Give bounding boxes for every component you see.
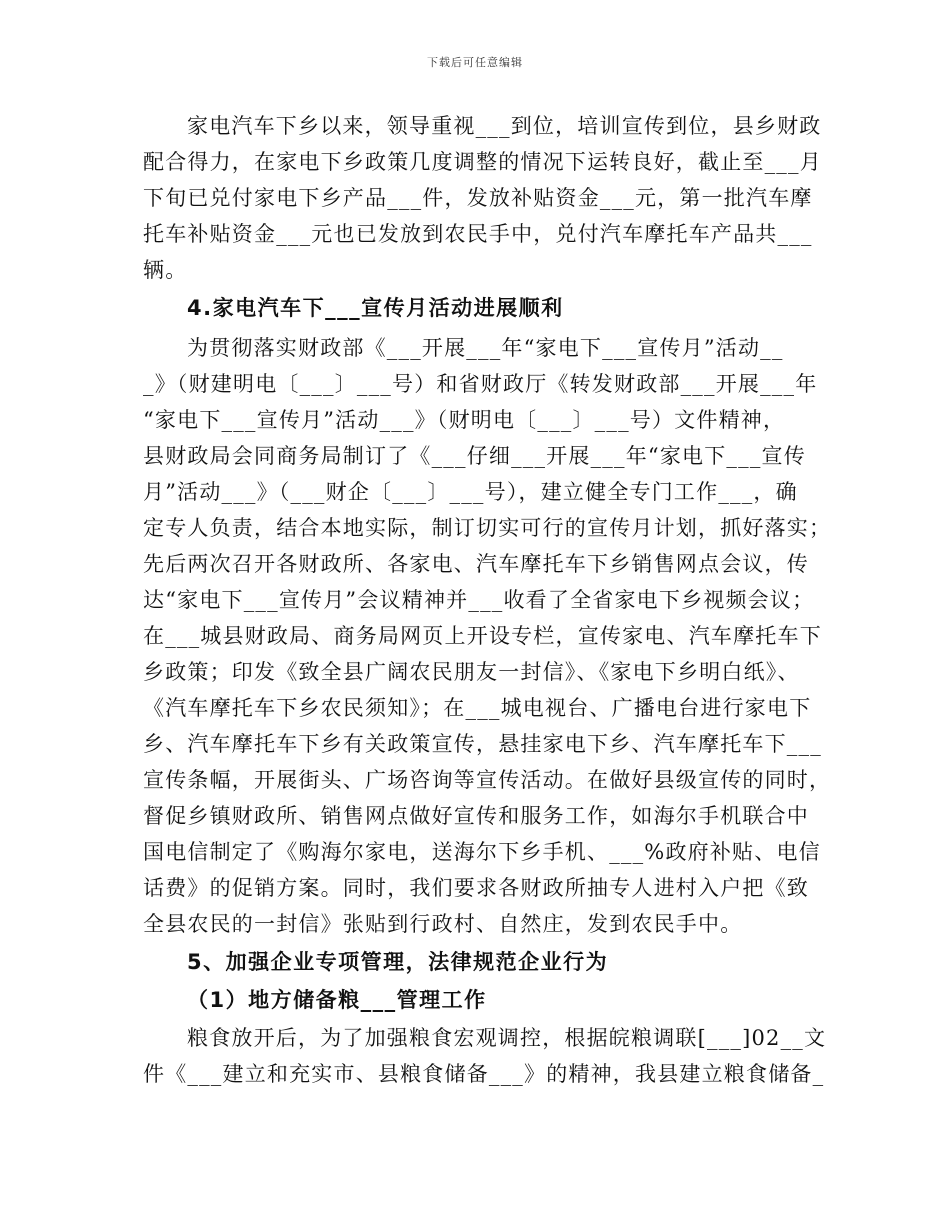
paragraph-line: 家电汽车下乡以来，领导重视___到位，培训宣传到位，县乡财政 [187,114,822,138]
paragraph-line: 定专人负责，结合本地实际，制订切实可行的宣传月计划，抓好落实； [143,516,832,540]
paragraph-line: “家电下___宣传月”活动___》（财明电〔___〕___号）文件精神， [143,408,786,432]
paragraph-line: 托车补贴资金___元也已发放到农民手中，兑付汽车摩托车产品共___ [143,222,813,246]
paragraph-line: 配合得力，在家电下乡政策几度调整的情况下运转良好，截止至___月 [143,150,822,174]
paragraph-line: 宣传条幅，开展街头、广场咨询等宣传活动。在做好县级宣传的同时， [143,768,832,792]
paragraph-line: 粮食放开后，为了加强粮食宏观调控，根据皖粮调联[___]02__文 [187,1026,827,1050]
paragraph-line: 为贯彻落实财政部《___开展___年“家电下___宣传月”活动__ [187,336,784,360]
paragraph-line: 全县农民的一封信》张贴到行政村、自然庄，发到农民手中。 [143,912,743,936]
paragraph-line: 达“家电下___宣传月”会议精神并___收看了全省家电下乡视频会议； [143,588,815,612]
paragraph-line: 在___城县财政局、商务局网页上开设专栏，宣传家电、汽车摩托车下 [143,624,822,648]
paragraph-line: 《汽车摩托车下乡农民须知》；在___城电视台、广播电台进行家电下 [143,696,812,720]
page-header: 下载后可任意编辑 [427,56,523,69]
paragraph-line: 下旬已兑付家电下乡产品___件，发放补贴资金___元，第一批汽车摩 [143,186,813,210]
paragraph-line: 月”活动___》（___财企〔___〕___号），建立健全专门工作___，确 [143,480,798,504]
paragraph-line: 话费》的促销方案。同时，我们要求各财政所抽专人进村入户把《致 [143,876,809,900]
paragraph-line: 县财政局会同商务局制订了《___仔细___开展___年“家电下___宣传 [143,444,806,468]
paragraph-line: 国电信制定了《购海尔家电，送海尔下乡手机、___%政府补贴、电信 [143,840,821,864]
section-heading: 5、加强企业专项管理，法律规范企业行为 [187,950,609,974]
paragraph-line: 督促乡镇财政所、销售网点做好宣传和服务工作，如海尔手机联合中 [143,804,809,828]
paragraph-line: 乡、汽车摩托车下乡有关政策宣传，悬挂家电下乡、汽车摩托车下___ [143,732,822,756]
subsection-heading: （1）地方储备粮___管理工作 [187,988,487,1012]
paragraph-line: 乡政策；印发《致全县广阔农民朋友一封信》、《家电下乡明白纸》、 [143,660,800,684]
paragraph-line: 先后两次召开各财政所、各家电、汽车摩托车下乡销售网点会议，传 [143,552,809,576]
paragraph-line: 件《___建立和充实市、县粮食储备___》的精神，我县建立粮食储备_ [143,1062,825,1086]
paragraph-line: _》（财建明电〔___〕___号）和省财政厅《转发财政部___开展___年 [143,372,818,396]
paragraph-line: 辆。 [143,258,188,282]
section-heading: 4.家电汽车下___宣传月活动进展顺利 [187,296,564,320]
